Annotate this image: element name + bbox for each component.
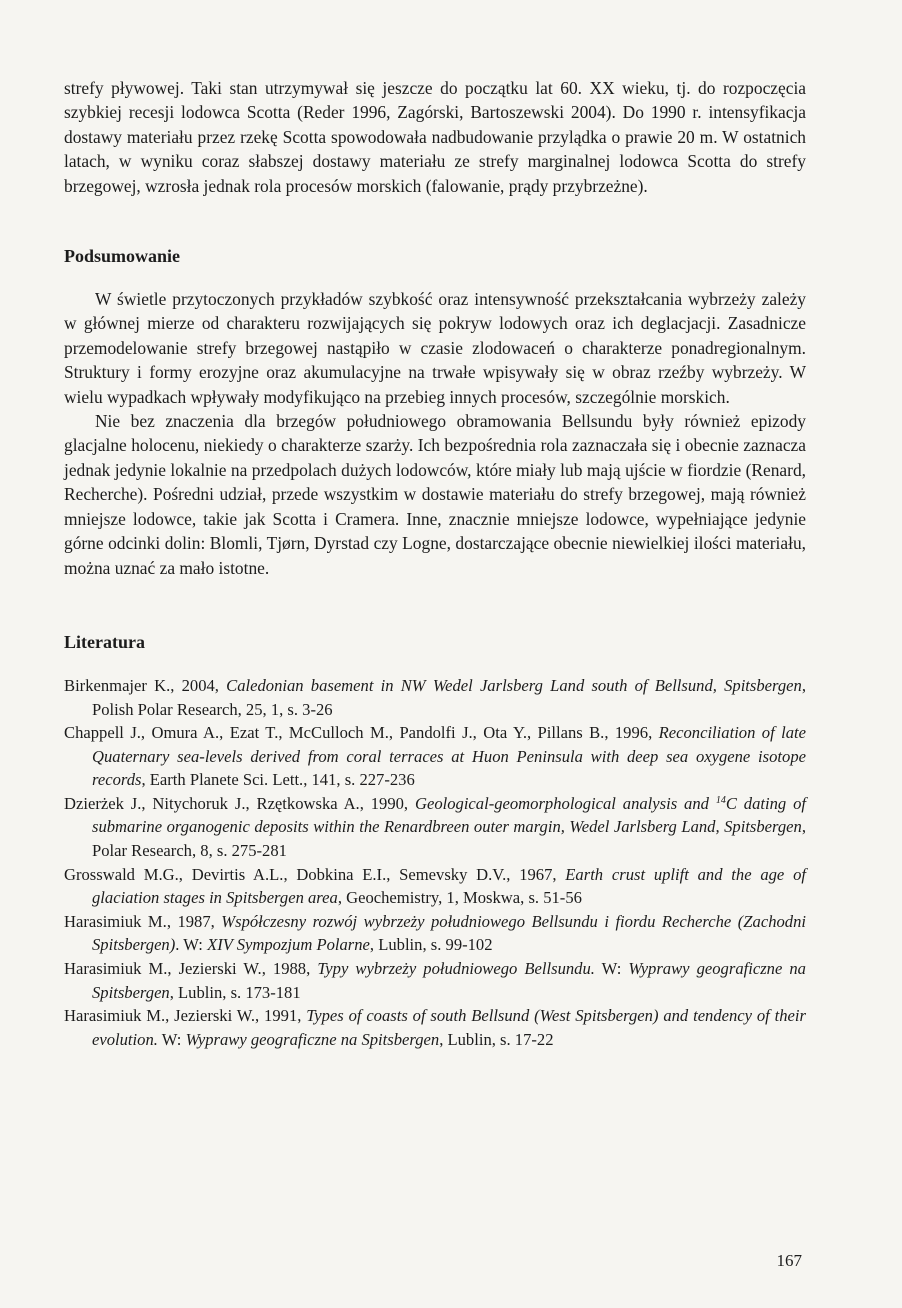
reference-collection-title: XIV Sympozjum Polarne (207, 935, 370, 955)
summary-paragraph-2: Nie bez znaczenia dla brzegów południowego obramowania Bellsundu były również epizody glacjalne holocenu, niekiedy o charakterze szarży. Ich bezpośrednia rola zaznaczała się i obecnie zaznacza jednak jedynie lokalnie na przedpolach dużych lodowców, które miały lub mają ujście w fiordzie (Renard, Recherche). Pośredni udział, przede wszystkim w dostawie materiału do strefy brzegowej, mają również mniejsze lodowce, takie jak Scotta i Cramera. Inne, znacznie mniejsze lodowce, wypełniające jedynie górne odcinki dolin: Blomli, Tjørn, Dyrstad czy Logne, dostarczające obecnie niewielkiej ilości materiału, można uznać za mało istotne. (64, 411, 806, 578)
reference-item-birkenmajer-2004 (64, 674, 806, 721)
reference-connector: W: (157, 1029, 186, 1049)
reference-title-part-b: C dating of submarine organogenic deposits within the Renardbreen outer margin, Wedel Jarlsberg Land, Spitsbergen (92, 793, 806, 837)
reference-list (64, 674, 806, 1052)
reference-item-dzierzek-1990 (64, 792, 806, 863)
reference-title: Types of coasts of south Bellsund (West Spitsbergen) and tendency of their evolution. (92, 1006, 806, 1049)
reference-title: Earth crust uplift and the age of glaciation stages in Spitsbergen area (92, 864, 806, 908)
page-number: 167 (776, 1251, 802, 1270)
reference-authors: Birkenmajer K., 2004, (64, 675, 227, 695)
reference-title: Reconciliation of late Quaternary sea-levels derived from coral terraces at Huon Peninsula with deep sea oxygene isotope records (92, 723, 806, 790)
reference-source: , Geochemistry, 1, Moskwa, s. 51-56 (337, 888, 582, 908)
reference-authors: Dzierżek J., Nitychoruk J., Rzętkowska A., 1990, (64, 793, 415, 813)
intro-paragraph: strefy pływowej. Taki stan utrzymywał się jeszcze do początku lat 60. XX wieku, tj. do rozpoczęcia szybkiej recesji lodowca Scotta (Reder 1996, Zagórski, Bartoszewski 2004). Do 1990 r. intensyfikacja dostawy materiału przez rzekę Scotta spowodowała nadbudowanie przylądka o prawie 20 m. W ostatnich latach, w wyniku coraz słabszej dostawy materiału ze strefy marginalnej lodowca Scotta do strefy brzegowej, wzrosła jednak rola procesów morskich (falowanie, prądy przybrzeżne). (64, 78, 806, 196)
reference-connector: . W: (175, 935, 208, 955)
reference-authors: Harasimiuk M., 1987, (64, 911, 222, 931)
reference-item-chappell-1996 (64, 721, 806, 792)
section-heading-literatura: Literatura (64, 631, 145, 652)
reference-source: , Polish Polar Research, 25, 1, s. 3-26 (92, 675, 806, 719)
reference-connector: W: (594, 959, 629, 979)
summary-paragraph-1: W świetle przytoczonych przykładów szybkość oraz intensywność przekształcania wybrzeży zależy w głównej mierze od charakteru rozwijających się pokryw lodowych oraz ich deglacjacji. Zasadnicze przemodelowanie strefy brzegowej nastąpiło w czasie zlodowaceń o charakterze ponadregionalnym. Struktury i formy erozyjne oraz akumulacyjne na trwałe wpisywały się w obraz rzeźby wybrzeży. W wielu wypadkach wpływały modyfikująco na przebieg innych procesów, szczególnie morskich. (64, 289, 806, 407)
reference-item-harasimiuk-jezierski-1988 (64, 957, 806, 1004)
reference-item-grosswald-1967 (64, 863, 806, 910)
reference-authors: Chappell J., Omura A., Ezat T., McCulloch M., Pandolfi J., Ota Y., Pillans B., 1996, (64, 723, 659, 743)
reference-title: Typy wybrzeży południowego Bellsundu. (317, 959, 595, 979)
reference-authors: Harasimiuk M., Jezierski W., 1988, (64, 959, 318, 979)
reference-title: Współczesny rozwój wybrzeży południowego Bellsundu i fiordu Recherche (Zachodni Spitsbergen) (92, 911, 806, 955)
reference-source: , Polar Research, 8, s. 275-281 (92, 817, 806, 861)
reference-item-harasimiuk-jezierski-1991 (64, 1004, 806, 1051)
isotope-superscript: 14 (715, 794, 726, 806)
reference-authors: Grosswald M.G., Devirtis A.L., Dobkina E.I., Semevsky D.V., 1967, (64, 864, 566, 884)
reference-source: , Lublin, s. 173-181 (169, 982, 301, 1002)
reference-authors: Harasimiuk M., Jezierski W., 1991, (64, 1006, 307, 1026)
reference-source: , Earth Planete Sci. Lett., 141, s. 227-236 (141, 770, 415, 790)
reference-source: , Lublin, s. 17-22 (439, 1029, 554, 1049)
reference-item-harasimiuk-1987 (64, 910, 806, 957)
reference-title-part-a: Geological-geomorphological analysis and (414, 793, 716, 813)
reference-source: , Lublin, s. 99-102 (369, 935, 493, 955)
section-heading-podsumowanie: Podsumowanie (64, 246, 181, 267)
reference-collection-title: Wyprawy geograficzne na Spitsbergen (185, 1029, 440, 1049)
reference-collection-title: Wyprawy geograficzne na Spitsbergen (92, 959, 806, 1002)
reference-title: Caledonian basement in NW Wedel Jarlsberg Land south of Bellsund, Spitsbergen (226, 675, 802, 695)
